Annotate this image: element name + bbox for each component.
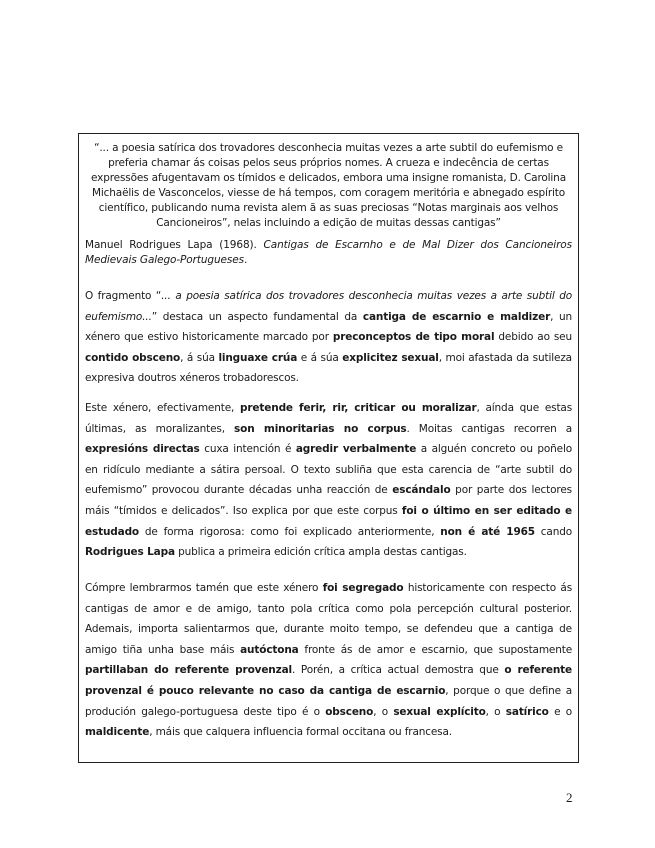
citation-author: Manuel Rodrigues Lapa (1968). [85,239,264,251]
bold-phrase: expresións directas [85,443,200,456]
paragraph-1 [85,286,572,389]
text-span: , máis que calquera influencia formal occitana ou francesa. [149,726,452,739]
bold-phrase: escándalo [392,484,451,497]
text-span: . Moitas cantigas recorren a [406,422,573,435]
text-span: cando [534,525,572,538]
text-span: Este xénero, efectivamente, [85,402,241,414]
bold-phrase: maldicente [85,726,150,739]
text-span: e o [548,705,572,718]
text-span: , á súa [180,351,219,364]
text-span: historicamente con respecto ás cantigas de amor e de amigo, tanto pola crítica como pola percepción cultural posterior. Ademais, importa salientarmos que, durante moito tempo, se defendeu que a cantiga de amigo tiña unha base máis [85,582,573,656]
bold-phrase: son minoritarias no corpus [234,422,407,435]
citation-end: . [244,254,248,266]
bold-phrase: non é até 1965 [440,525,535,538]
bold-phrase: obsceno [325,705,374,718]
quote-text: “... a poesia satírica dos trovadores desconhecia muitas vezes a arte subtil do eufemismo e preferia chamar ás coisas pelos seus próprios nomes. A crueza e indecência de certas expressões afugentavam os tímidos e delicados, embora uma insigne romanista, D. Carolina Michaëlis de Vasconcelos, viesse de há tempos, com coragem meritória e abnegado espírito científico, publicando numa revista alem ã as suas preciosas “Notas marginais aos velhos Cancioneiros”, nelas incluindo a edição de muitas dessas cantigas” [91,142,566,229]
text-span: e á súa [297,351,343,364]
bold-phrase: partillaban do referente provenzal [85,664,292,677]
page-number: 2 [566,790,573,805]
text-span: , porque o que define a produción galego-portuguesa deste tipo é o [85,684,572,718]
text-span: de forma rigorosa: como foi explicado anteriormente, [139,525,441,538]
bold-phrase: foi o último en ser editado e estudado [85,504,572,538]
text-span: , un xénero que estivo historicamente marcado por [85,310,572,344]
bold-phrase: autóctona [240,643,299,656]
text-span: debido ao seu [494,331,572,344]
bold-phrase: agredir verbalmente [295,443,417,456]
block-quote [85,141,572,231]
text-span: , o [373,705,394,718]
bold-phrase: cantiga de escarnio e maldizer [362,310,551,323]
text-span: , moi afastada da sutileza expresiva doutros xéneros trobadorescos. [85,351,572,385]
italic-quote: ... a poesia satírica dos trovadores desconhecia muitas vezes a arte subtil do eufemismo... [85,290,572,323]
bold-phrase: satírico [505,705,549,718]
text-span: fronte ás de amor e escarnio, que supostamente [298,643,573,656]
bold-phrase: o referente provenzal é pouco relevante no caso da cantiga de escarnio [85,664,573,697]
text-span: . Porén, a crítica actual demostra que [291,664,505,677]
text-span: Cómpre lembrarmos tamén que este xénero [85,582,323,594]
text-span: por parte dos lectores máis “tímidos e delicados”. Iso explica por que este corpus [85,484,572,517]
text-span: O fragmento “ [85,290,162,302]
text-span: , aínda que estas últimas, as moralizantes, [85,402,573,435]
bold-phrase: explicitez sexual [342,351,439,364]
paragraph-2 [85,398,572,563]
citation-title: Cantigas de Escarnho e de Mal Dizer dos Cancioneiros Medievais Galego-Portugueses [85,239,572,266]
bold-phrase: Rodrigues Lapa [85,546,175,559]
paragraph-3 [85,578,572,743]
bold-phrase: foi segregado [322,582,404,594]
bold-phrase: preconceptos de tipo moral [332,331,495,344]
bold-phrase: sexual explícito [393,705,486,718]
text-span: publica a primeira edición crítica ampla destas cantigas. [174,546,467,559]
citation [85,238,572,268]
text-span: cuxa intención é [199,443,296,456]
text-span: a alguén concreto ou poñelo en ridículo mediante a sátira persoal. O texto subliña que esta carencia de “arte subtil do eufemismo” provocou durante décadas unha reacción de [85,443,573,497]
text-span: ” destaca un aspecto fundamental da [151,310,363,323]
text-span: , o [485,705,506,718]
bold-phrase: pretende ferir, rir, criticar ou moralizar [240,402,477,414]
bold-phrase: contido obsceno [85,351,181,364]
text-frame [78,133,579,763]
bold-phrase: linguaxe crúa [218,351,298,364]
